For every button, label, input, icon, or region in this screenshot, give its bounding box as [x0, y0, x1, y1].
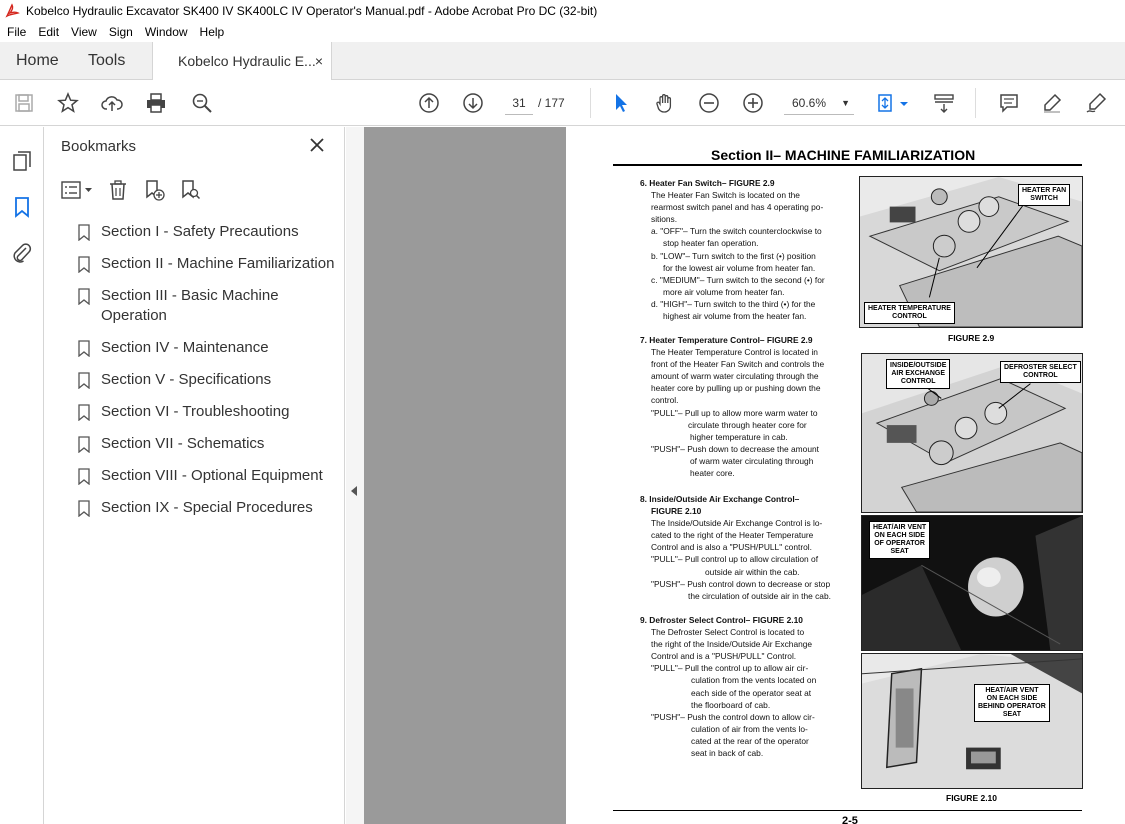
- section-7-text: [640, 334, 840, 479]
- callout-line: HEAT/AIR VENT: [985, 687, 1039, 694]
- menu-sign[interactable]: Sign: [108, 25, 133, 39]
- menu-bar: [0, 22, 1125, 42]
- next-page-icon[interactable]: [461, 91, 485, 115]
- text-line: more air volume from heater fan.: [663, 286, 785, 297]
- section-9-title: 9. Defroster Select Control– FIGURE 2.10: [640, 615, 803, 625]
- bookmark-item-section-4[interactable]: [45, 338, 345, 358]
- callout-heater-fan-switch: [1018, 184, 1070, 206]
- text-line: for the lowest air volume from heater fan.: [663, 262, 816, 273]
- text-line: seat in back of cab.: [691, 748, 764, 759]
- tab-document-label: Kobelco Hydraulic E...: [178, 53, 316, 69]
- text-line: cated to the right of the Heater Temperature: [651, 530, 814, 541]
- text-line: "PULL"– Pull control up to allow circulation of: [651, 554, 819, 565]
- callout-line: BEHIND OPERATOR: [978, 703, 1046, 710]
- bookmark-add-icon: [143, 179, 165, 201]
- sign-pen-icon[interactable]: [1084, 91, 1108, 115]
- bookmarks-panel: [45, 127, 345, 824]
- heading-rule: [613, 164, 1082, 166]
- page-total-label: / 177: [538, 96, 565, 110]
- bookmark-icon: [78, 224, 90, 241]
- menu-view[interactable]: View: [71, 25, 97, 39]
- text-line: c. "MEDIUM"– Turn switch to the second (•) for: [651, 274, 825, 285]
- text-line: "PULL"– Pull up to allow more warm water to: [651, 407, 818, 418]
- select-cursor-icon[interactable]: [609, 91, 633, 115]
- bookmark-options-button[interactable]: [59, 178, 95, 202]
- bookmarks-toolbar: [59, 177, 203, 203]
- footer-rule: [613, 810, 1082, 811]
- bookmark-item-section-1[interactable]: [45, 222, 345, 242]
- bookmark-icon: [78, 468, 90, 485]
- callout-line: HEATER TEMPERATURE: [868, 305, 951, 312]
- text-line: cated at the rear of the operator: [691, 735, 809, 746]
- toolbar-separator: [975, 88, 976, 118]
- bookmark-from-selection-button[interactable]: [177, 178, 203, 202]
- text-line: d. "HIGH"– Turn switch to the third (•) for the: [651, 298, 816, 309]
- text-line: "PUSH"– Push the control down to allow cir-: [651, 711, 815, 722]
- section-6-title: 6. Heater Fan Switch– FIGURE 2.9: [640, 178, 775, 188]
- bookmarks-title: Bookmarks: [61, 138, 137, 155]
- document-gutter: [364, 127, 566, 824]
- text-line: The Inside/Outside Air Exchange Control is lo-: [651, 518, 823, 529]
- callout-line: ON EACH SIDE: [874, 532, 925, 539]
- section-9-text: [640, 614, 840, 759]
- text-line: each side of the operator seat at: [691, 687, 812, 698]
- previous-page-icon[interactable]: [417, 91, 441, 115]
- section-8-title-cont: FIGURE 2.10: [651, 506, 702, 517]
- title-bar: [0, 0, 1125, 22]
- callout-line: CONTROL: [892, 313, 927, 320]
- star-icon[interactable]: [56, 91, 80, 115]
- bookmark-icon: [78, 436, 90, 453]
- callout-line: INSIDE/OUTSIDE: [890, 362, 947, 369]
- text-line: the circulation of outside air in the cab.: [688, 590, 831, 601]
- callout-line: SEAT: [890, 548, 909, 555]
- text-line: front of the Heater Fan Switch and controls the: [651, 359, 825, 370]
- toolbar-separator: [590, 88, 591, 118]
- callout-line: HEAT/AIR VENT: [873, 524, 927, 531]
- text-line: a. "OFF"– Turn the switch counterclockwise to: [651, 226, 822, 237]
- text-line: heater core.: [690, 468, 735, 479]
- callout-line: CONTROL: [1023, 372, 1058, 379]
- toolbar: [0, 80, 1125, 126]
- text-line: highest air volume from the heater fan.: [663, 311, 807, 322]
- callout-line: SEAT: [1002, 711, 1021, 718]
- section-6-text: [640, 177, 840, 322]
- zoom-search-icon[interactable]: [190, 91, 214, 115]
- acrobat-app-icon: [4, 3, 20, 19]
- menu-help[interactable]: Help: [199, 25, 225, 39]
- panel-splitter[interactable]: [346, 127, 364, 824]
- bookmark-label: Section I - Safety Precautions: [101, 223, 299, 240]
- bookmark-item-section-7[interactable]: [45, 434, 345, 454]
- figure-2-9-caption: FIGURE 2.9: [948, 333, 995, 343]
- callout-line: CONTROL: [900, 378, 936, 385]
- page-number: 2-5: [842, 815, 858, 824]
- bookmark-item-section-6[interactable]: [45, 402, 345, 422]
- bookmark-label: Section VI - Troubleshooting: [101, 403, 290, 420]
- text-line: amount of warm water circulating through the: [651, 371, 819, 382]
- bookmark-search-icon: [179, 179, 201, 201]
- figure-2-10-caption: FIGURE 2.10: [946, 793, 998, 803]
- text-line: stop heater fan operation.: [663, 238, 759, 249]
- bookmark-label: Section III - Basic Machine Operation: [101, 287, 279, 324]
- close-tab-icon[interactable]: ×: [314, 53, 323, 69]
- collapse-panel-icon[interactable]: [351, 486, 357, 496]
- text-line: of warm water circulating through: [690, 455, 814, 466]
- bookmark-label: Section V - Specifications: [101, 371, 272, 388]
- callout-heat-air-vent-rear: [974, 684, 1050, 722]
- text-line: culation of air from the vents lo-: [691, 723, 808, 734]
- menu-edit[interactable]: Edit: [38, 25, 60, 39]
- text-line: sitions.: [651, 214, 678, 225]
- navigation-rail: [0, 127, 44, 824]
- text-line: The Heater Fan Switch is located on the: [651, 190, 800, 201]
- upload-cloud-icon[interactable]: [100, 91, 124, 115]
- bookmark-label: Section VIII - Optional Equipment: [101, 467, 323, 484]
- text-line: the right of the Inside/Outside Air Exchange: [651, 639, 813, 650]
- bookmark-item-section-3[interactable]: [45, 286, 345, 326]
- fit-page-dropdown-icon[interactable]: [898, 91, 910, 115]
- window-title: Kobelco Hydraulic Excavator SK400 IV SK400LC IV Operator's Manual.pdf - Adobe Acrobat Pro DC (32-bit): [26, 4, 598, 18]
- page-number-input[interactable]: 31: [505, 91, 533, 115]
- fit-page-icon[interactable]: [874, 91, 898, 115]
- attachments-icon[interactable]: [10, 241, 34, 265]
- text-line: culation from the vents located on: [691, 675, 817, 686]
- text-line: "PUSH"– Push control down to decrease or stop: [651, 578, 831, 589]
- text-line: heater core by pulling up or pushing down the: [651, 383, 821, 394]
- page-heading: Section II– MACHINE FAMILIARIZATION: [711, 147, 976, 163]
- callout-line: HEATER FAN: [1022, 187, 1067, 194]
- menu-file[interactable]: File: [7, 25, 27, 39]
- highlight-pen-icon[interactable]: [1040, 91, 1064, 115]
- callout-line: DEFROSTER SELECT: [1004, 364, 1077, 371]
- text-line: rearmost switch panel and has 4 operating po-: [651, 202, 824, 213]
- zoom-level-value: 60.6%: [792, 96, 827, 110]
- pdf-page: [566, 127, 1125, 824]
- delete-bookmark-button[interactable]: [105, 178, 131, 202]
- callout-inside-outside-air-exchange: [886, 359, 950, 389]
- bookmark-icon: [78, 288, 90, 305]
- tab-bar: [0, 42, 1125, 80]
- callout-line: SWITCH: [1030, 195, 1058, 202]
- zoom-level-select[interactable]: [784, 91, 854, 115]
- close-panel-icon[interactable]: [307, 135, 327, 155]
- tab-tools[interactable]: Tools: [88, 52, 126, 69]
- bookmark-label: Section VII - Schematics: [101, 435, 265, 452]
- text-line: Control and is also a "PUSH/PULL" control.: [651, 542, 812, 553]
- bookmark-label: Section IV - Maintenance: [101, 339, 269, 356]
- section-8-text: [640, 493, 840, 602]
- section-7-title: 7. Heater Temperature Control– FIGURE 2.9: [640, 335, 813, 345]
- bookmark-icon: [78, 340, 90, 357]
- new-bookmark-button[interactable]: [141, 178, 167, 202]
- print-icon[interactable]: [144, 91, 168, 115]
- text-line: "PUSH"– Push down to decrease the amount: [651, 443, 819, 454]
- text-line: circulate through heater core for: [688, 419, 807, 430]
- callout-line: AIR EXCHANGE: [891, 370, 946, 377]
- menu-window[interactable]: Window: [144, 25, 188, 39]
- callout-line: OF OPERATOR: [874, 540, 925, 547]
- text-line: Control and is a "PUSH/PULL" Control.: [651, 651, 797, 662]
- scroll-mode-icon[interactable]: [932, 91, 956, 115]
- bookmark-item-section-2[interactable]: [45, 254, 345, 274]
- bookmark-icon: [78, 404, 90, 421]
- bookmark-item-section-8[interactable]: [45, 466, 345, 486]
- text-line: higher temperature in cab.: [690, 431, 788, 442]
- section-8-title: 8. Inside/Outside Air Exchange Control–: [640, 494, 800, 504]
- text-line: outside air within the cab.: [705, 566, 800, 577]
- text-line: control.: [651, 395, 679, 406]
- bookmark-label: Section IX - Special Procedures: [101, 499, 313, 516]
- text-line: the floorboard of cab.: [691, 699, 771, 710]
- tab-document[interactable]: [152, 42, 332, 81]
- bookmark-icon: [78, 256, 90, 273]
- page-thumbnails-icon[interactable]: [10, 149, 34, 173]
- chevron-down-icon: ▼: [841, 98, 850, 108]
- save-icon[interactable]: [12, 91, 36, 115]
- comment-icon[interactable]: [997, 91, 1021, 115]
- bookmark-icon: [78, 500, 90, 517]
- callout-heater-temperature-control: [864, 302, 955, 324]
- bookmark-item-section-5[interactable]: [45, 370, 345, 390]
- tab-home[interactable]: Home: [16, 52, 59, 69]
- bookmark-item-section-9[interactable]: [45, 498, 345, 518]
- callout-line: ON EACH SIDE: [986, 695, 1038, 702]
- text-line: The Defroster Select Control is located to: [651, 627, 805, 638]
- callout-heat-air-vent-side: [869, 521, 930, 559]
- bookmark-icon: [78, 372, 90, 389]
- hand-tool-icon[interactable]: [653, 91, 677, 115]
- bookmark-label: Section II - Machine Familiarization: [101, 255, 335, 272]
- text-line: The Heater Temperature Control is located in: [651, 347, 818, 358]
- text-line: b. "LOW"– Turn switch to the first (•) position: [651, 250, 816, 261]
- trash-icon: [107, 179, 129, 201]
- zoom-in-icon[interactable]: [741, 91, 765, 115]
- callout-defroster-select-control: [1000, 361, 1081, 383]
- bookmark-list: [45, 222, 345, 530]
- list-options-icon: [60, 179, 94, 201]
- bookmarks-panel-icon[interactable]: [10, 195, 34, 219]
- text-line: "PULL"– Pull the control up to allow air cir-: [651, 663, 809, 674]
- zoom-out-icon[interactable]: [697, 91, 721, 115]
